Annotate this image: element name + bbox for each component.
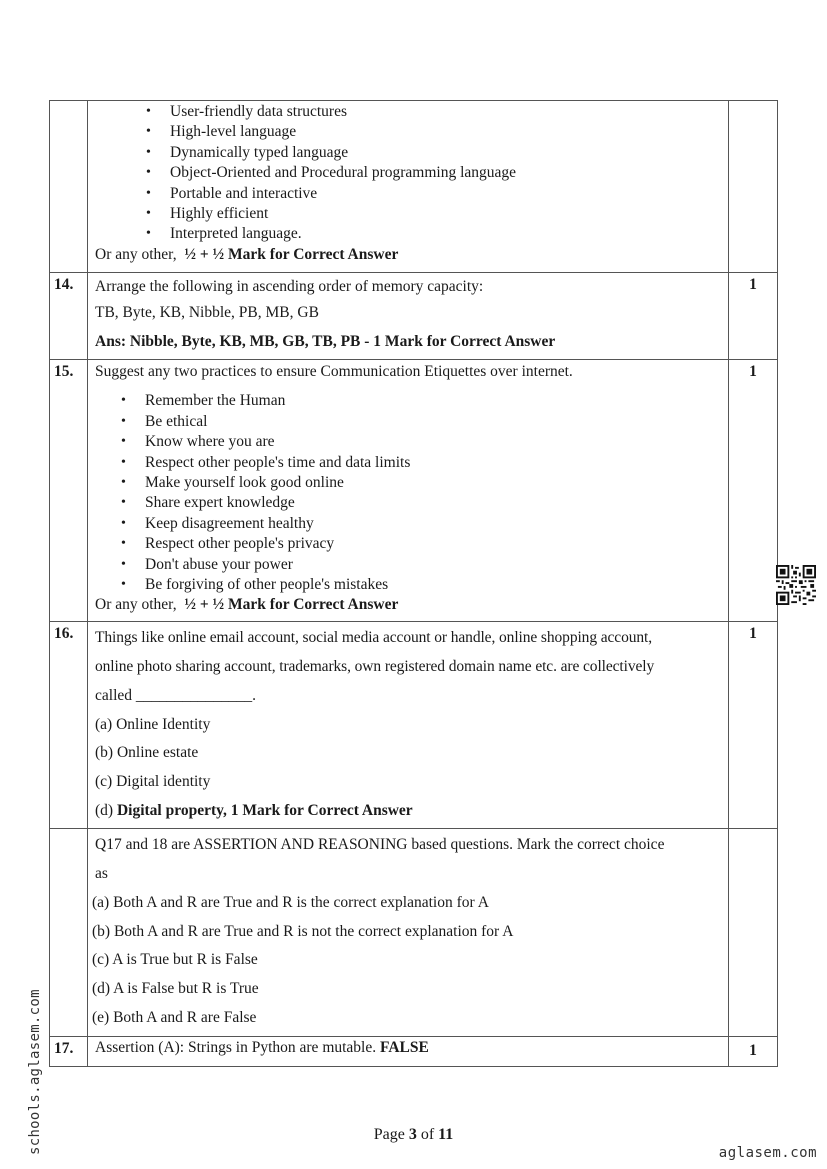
list-item: • Make yourself look good online: [145, 473, 720, 493]
question-text: Arrange the following in ascending order of memory capacity:: [95, 278, 484, 295]
answer-text: Ans: Nibble, Byte, KB, MB, GB, TB, PB - 1 Mark for Correct Answer: [95, 332, 556, 350]
question-number: 14.: [50, 273, 88, 360]
question-text-line: called _______________.: [95, 686, 257, 704]
question-number: [50, 829, 88, 1036]
question-body: [88, 101, 729, 273]
list-item: • Don't abuse your power: [145, 555, 720, 575]
marks-cell: 1: [729, 273, 778, 360]
feature-list: [95, 102, 720, 245]
answer-text: FALSE: [380, 1038, 429, 1056]
question-number: 17.: [50, 1036, 88, 1066]
choice-item: (b) Both A and R are True and R is not the correct explanation for A: [92, 922, 514, 940]
list-item: • High-level language: [170, 122, 720, 142]
list-item: • Portable and interactive: [170, 184, 720, 204]
list-item: • Respect other people's time and data limits: [145, 453, 720, 473]
table-row: [50, 360, 778, 622]
option-b: (b) Online estate: [95, 744, 199, 762]
question-body: [88, 622, 729, 829]
question-body: [88, 829, 729, 1036]
list-item: • Object-Oriented and Procedural programming language: [170, 163, 720, 183]
marks-cell: 1: [729, 622, 778, 829]
table-row: [50, 1036, 778, 1066]
marks-cell: [729, 101, 778, 273]
list-item: • Highly efficient: [170, 204, 720, 224]
list-item: • Interpreted language.: [170, 224, 720, 244]
list-item: • Dynamically typed language: [170, 143, 720, 163]
assertion-text: Assertion (A): Strings in Python are mutable.: [95, 1038, 377, 1056]
choice-item: (e) Both A and R are False: [92, 1008, 257, 1026]
question-number: [50, 101, 88, 273]
instruction-text: as: [95, 865, 108, 883]
list-item: • Know where you are: [145, 432, 720, 452]
question-text: Suggest any two practices to ensure Communication Etiquettes over internet.: [95, 363, 573, 381]
practice-list: [95, 391, 720, 595]
brand-watermark: aglasem.com: [718, 1145, 817, 1161]
list-item: • User-friendly data structures: [170, 102, 720, 122]
option-d: (d) Digital property, 1 Mark for Correct Answer: [95, 801, 413, 819]
question-items: TB, Byte, KB, Nibble, PB, MB, GB: [95, 304, 319, 321]
instruction-text: Q17 and 18 are ASSERTION AND REASONING based questions. Mark the correct choice: [95, 836, 665, 854]
question-body: [88, 273, 729, 360]
page-number: Page 3 of 11: [373, 1126, 454, 1143]
marks-cell: [729, 829, 778, 1036]
marks-cell: 1: [729, 1036, 778, 1066]
qr-code-icon: [776, 565, 816, 605]
option-c: (c) Digital identity: [95, 772, 211, 790]
table-row: [50, 622, 778, 829]
list-item: • Respect other people's privacy: [145, 534, 720, 554]
choice-list: [92, 889, 720, 1033]
question-number: 16.: [50, 622, 88, 829]
answer-key-table: [49, 100, 778, 1067]
list-item: • Keep disagreement healthy: [145, 514, 720, 534]
list-item: • Remember the Human: [145, 391, 720, 411]
side-watermark: schools.aglasem.com: [27, 989, 43, 1155]
question-text-line: Things like online email account, social media account or handle, online shopping account,: [95, 629, 653, 647]
question-number: 15.: [50, 360, 88, 622]
marks-cell: 1: [729, 360, 778, 622]
choice-item: (c) A is True but R is False: [92, 951, 258, 969]
option-a: (a) Online Identity: [95, 715, 211, 733]
choice-item: (a) Both A and R are True and R is the correct explanation for A: [92, 893, 489, 911]
table-row: [50, 273, 778, 360]
marking-note: Or any other, ½ + ½ Mark for Correct Answer: [95, 596, 399, 614]
list-item: • Be ethical: [145, 412, 720, 432]
table-row: [50, 101, 778, 273]
marking-note: Or any other, ½ + ½ Mark for Correct Answer: [95, 245, 399, 263]
question-body: [88, 360, 729, 622]
list-item: • Be forgiving of other people's mistakes: [145, 575, 720, 595]
table-row: [50, 829, 778, 1036]
question-body: [88, 1036, 729, 1066]
choice-item: (d) A is False but R is True: [92, 980, 259, 998]
list-item: • Share expert knowledge: [145, 493, 720, 513]
question-text-line: online photo sharing account, trademarks, own registered domain name etc. are collectively: [95, 658, 655, 676]
